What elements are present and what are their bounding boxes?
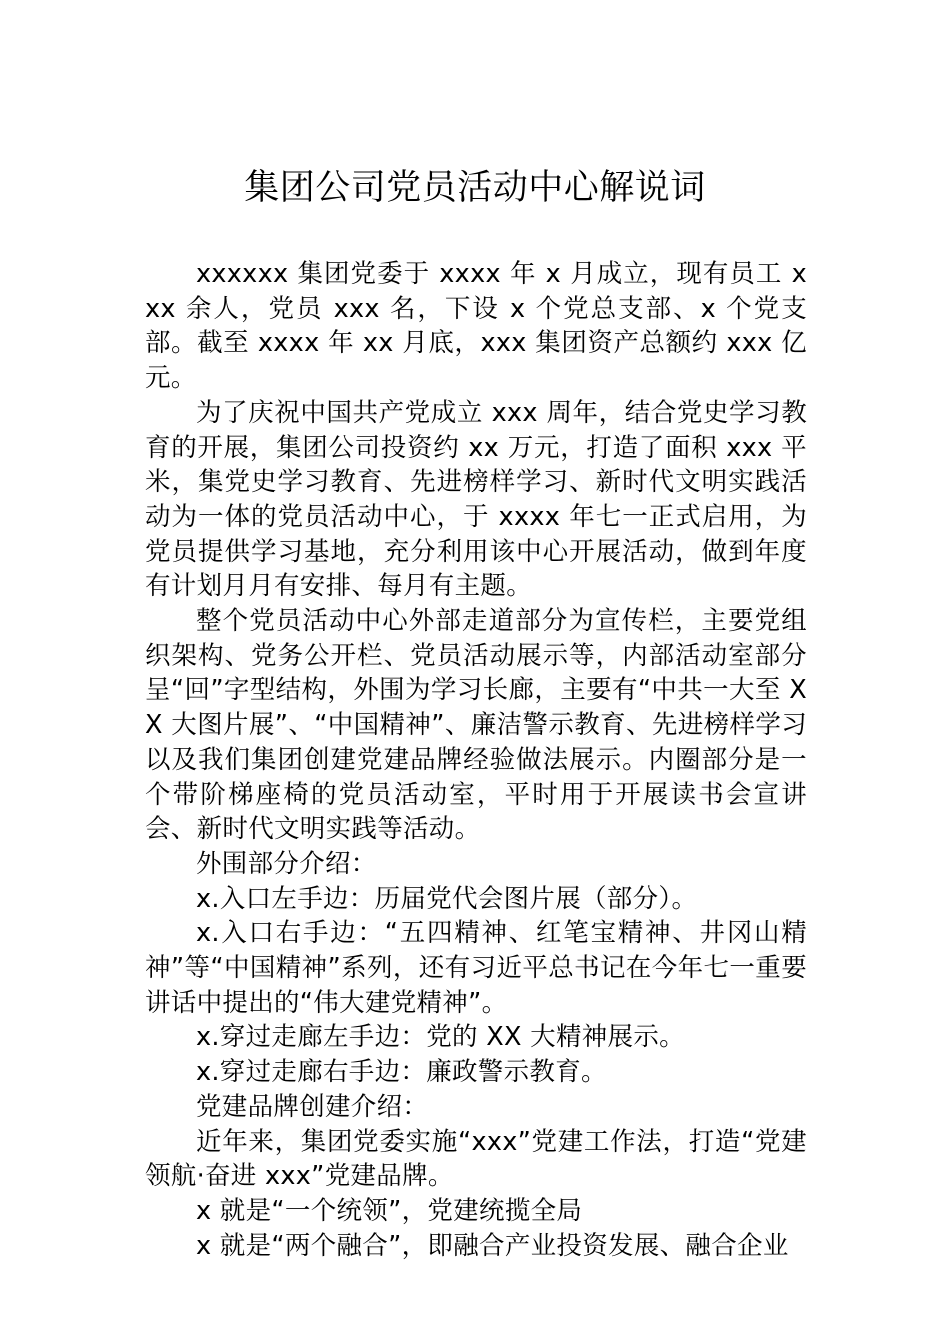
document-body [145,257,807,1263]
document-title: 集团公司党员活动中心解说词 [244,168,706,208]
paragraph-brand-one: x 就是“一个统领”，党建统揽全局 [196,1195,583,1226]
paragraph-intro: xxxxxx 集团党委于 xxxx 年 x 月成立，现有员工 xxx 余人，党员 xxx 名，下设 x 个党总支部、x 个党支部。截至 xxxx 年 xx 月底，xxx 集团资产总额约 xxx 亿元。 [145,259,807,394]
paragraph-outer-heading: 外围部分介绍： [196,848,377,879]
paragraph-corridor-right: x.穿过走廊右手边：廉政警示教育。 [196,1057,607,1088]
paragraph-entrance-right: x.入口右手边：“五四精神、红笔宝精神、井冈山精神”等“中国精神”系列，还有习近平总书记在今年七一重要讲话中提出的“伟大建党精神”。 [145,918,807,1018]
paragraph-brand-intro: 近年来，集团党委实施“xxx”党建工作法，打造“党建领航·奋进 xxx”党建品牌。 [145,1126,807,1192]
paragraph-entrance-left: x.入口左手边：历届党代会图片展（部分）。 [196,883,698,914]
paragraph-brand-heading: 党建品牌创建介绍： [196,1091,429,1122]
paragraph-layout: 整个党员活动中心外部走道部分为宣传栏，主要党组织架构、党务公开栏、党员活动展示等，内部活动室部分呈“回”字型结构，外围为学习长廊，主要有“中共一大至 XX 大图片展”、“中国精神”、廉洁警示教育、先进榜样学习以及我们集团创建党建品牌经验做法展示。内圈部分是一个带阶梯座椅的党员活动室，平时用于开展读书会宣讲会、新时代文明实践等活动。 [145,606,807,845]
paragraph-corridor-left: x.穿过走廊左手边：党的 XX 大精神展示。 [196,1022,685,1053]
paragraph-brand-two: x 就是“两个融合”，即融合产业投资发展、融合企业 [196,1230,789,1261]
paragraph-construction: 为了庆祝中国共产党成立 xxx 周年，结合党史学习教育的开展，集团公司投资约 xx 万元，打造了面积 xxx 平米，集党史学习教育、先进榜样学习、新时代文明实践活动为一体的党员活动中心，于 xxxx 年七一正式启用，为党员提供学习基地，充分利用该中心开展活动，做到年度有计划月月有安排、每月有主题。 [145,397,807,602]
